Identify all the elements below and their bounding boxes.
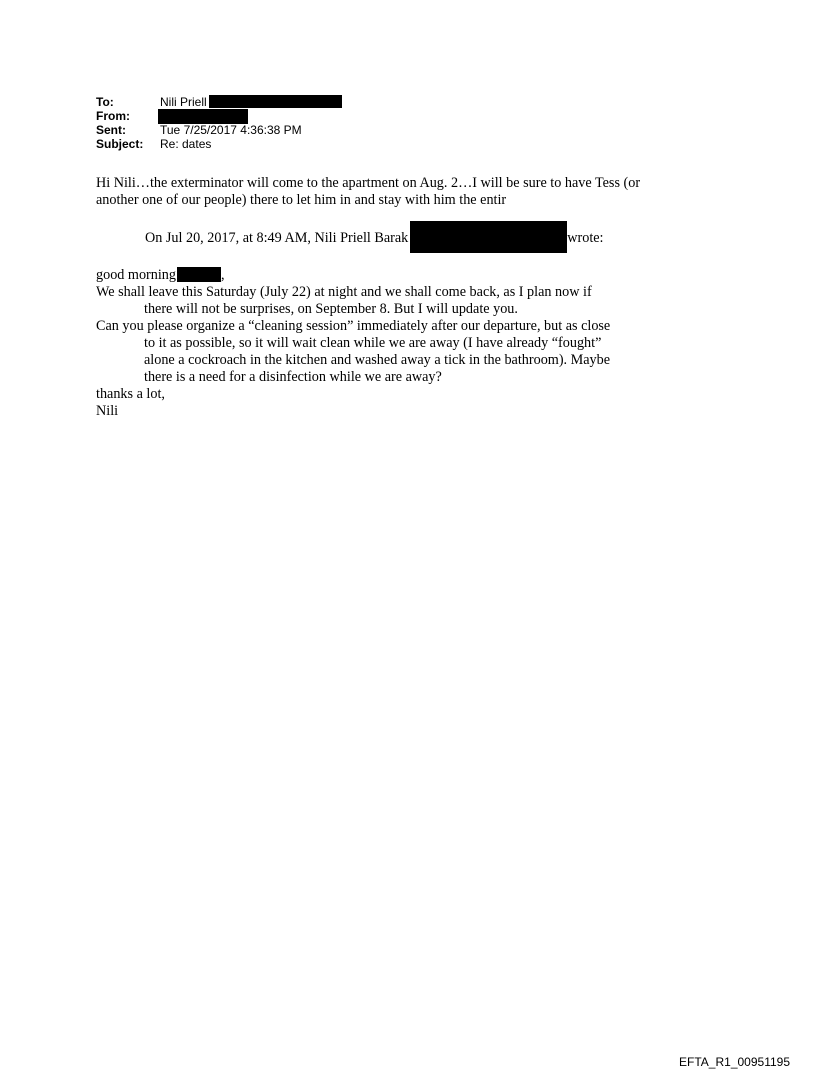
greeting-suffix: , <box>221 267 225 283</box>
redaction-block <box>209 95 342 108</box>
quoted-line: there will not be surprises, on September 8. But I will update you. <box>144 301 518 317</box>
quoted-line: there is a need for a disinfection while we are away? <box>144 369 442 385</box>
sent-label: Sent: <box>96 123 126 137</box>
redaction-block <box>158 109 248 124</box>
quoted-message <box>96 267 610 420</box>
quoted-line: We shall leave this Saturday (July 22) at night and we shall come back, as I plan now if <box>96 284 592 300</box>
subject-value: Re: dates <box>160 137 212 151</box>
sent-value: Tue 7/25/2017 4:36:38 PM <box>160 123 302 137</box>
to-value <box>160 95 342 109</box>
quoted-greeting-line <box>96 267 610 284</box>
greeting-text: good morning <box>96 267 176 283</box>
reply-body <box>96 175 736 209</box>
quoted-line: Can you please organize a “cleaning session” immediately after our departure, but as close <box>96 318 611 334</box>
from-value <box>158 109 248 124</box>
quoted-signature: Nili <box>96 403 119 419</box>
to-label: To: <box>96 95 114 109</box>
quote-header-prefix: On Jul 20, 2017, at 8:49 AM, Nili Priell Barak <box>145 230 409 246</box>
reply-line: another one of our people) there to let him in and stay with him the entir <box>96 192 507 208</box>
quote-header <box>145 230 604 253</box>
from-label: From: <box>96 109 130 123</box>
quote-header-suffix: wrote: <box>567 230 604 246</box>
to-name: Nili Priell <box>160 95 207 109</box>
document-id: EFTA_R1_00951195 <box>679 1055 790 1069</box>
redaction-block <box>410 221 567 253</box>
quoted-line: to it as possible, so it will wait clean while we are away (I have already “fought” <box>144 335 602 351</box>
reply-line: Hi Nili…the exterminator will come to the apartment on Aug. 2…I will be sure to have Tess (or <box>96 175 641 191</box>
subject-label: Subject: <box>96 137 144 151</box>
quoted-line: alone a cockroach in the kitchen and washed away a tick in the bathroom). Maybe <box>144 352 611 368</box>
quoted-closing: thanks a lot, <box>96 386 165 402</box>
redaction-block <box>177 267 221 282</box>
